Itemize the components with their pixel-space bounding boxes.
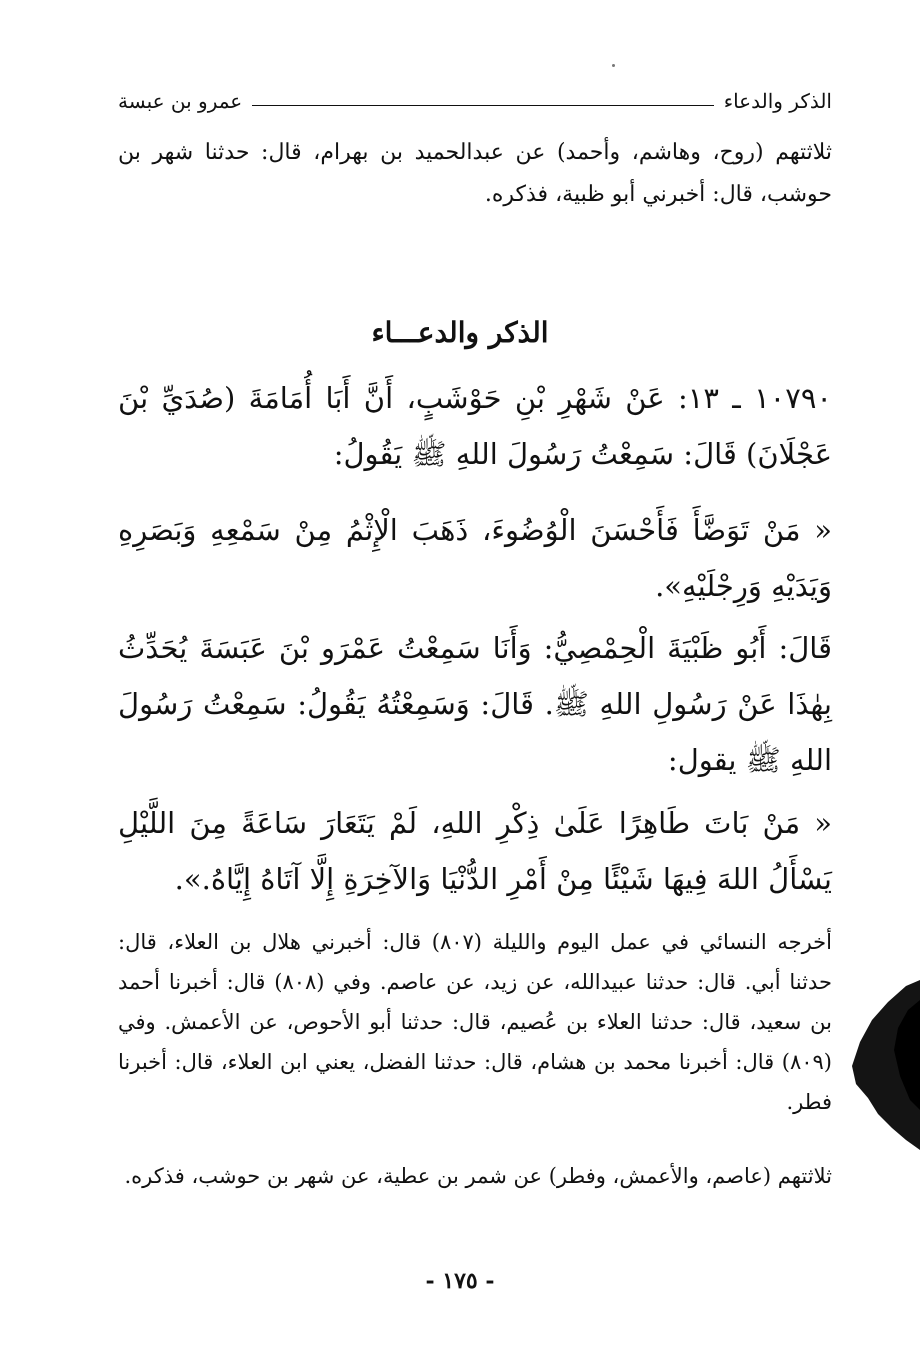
hadith-text-2: « مَنْ بَاتَ طَاهِرًا عَلَىٰ ذِكْرِ اللهِ، لَمْ يَتَعَارَ سَاعَةً مِنَ اللَّيْلِ يَسْأَلُ اللهَ فِيهَا شَيْئًا مِنْ أَمْرِ الدُّنْيَا وَالآخِرَةِ إِلَّا آتَاهُ إِيَّاهُ.».: [118, 806, 832, 896]
intro-paragraph: ثلاثتهم (روح، وهاشم، وأحمد) عن عبدالحميد بن بهرام، قال: حدثنا شهر بن حوشب، قال: أخبرني أبو ظبية، فذكره.: [118, 140, 832, 207]
header-chapter-title: الذكر والدعاء: [723, 89, 832, 113]
takhrij-paragraph-2: ثلاثتهم (عاصم، والأعمش، وفطر) عن شمر بن عطية، عن شهر بن حوشب، فذكره.: [124, 1164, 832, 1188]
section-title: الذكر والدعـــاء: [371, 316, 549, 349]
speck: [612, 64, 615, 67]
page-number: - ١٧٥ -: [425, 1268, 495, 1294]
hadith-isnad: ١٠٧٩٠ ـ ١٣: عَنْ شَهْرِ بْنِ حَوْشَبٍ، أَنَّ أَبَا أُمَامَةَ (صُدَيِّ بْنَ عَجْلَانَ) قَالَ: سَمِعْتُ رَسُولَ اللهِ ﷺ يَقُولُ:: [118, 381, 832, 471]
hadith-narration: قَالَ: أَبُو ظَبْيَةَ الْحِمْصِيُّ: وَأَنَا سَمِعْتُ عَمْرَو بْنَ عَبَسَةَ يُحَدِّثُ بِهٰذَا عَنْ رَسُولِ اللهِ ﷺ. قَالَ: وَسَمِعْتُهُ يَقُولُ: سَمِعْتُ رَسُولَ اللهِ ﷺ يقول:: [118, 631, 832, 777]
torn-edge-shadow: [848, 980, 920, 1160]
header-companion-name: عمرو بن عبسة: [118, 89, 243, 113]
hadith-text-1: « مَنْ تَوَضَّأَ فَأَحْسَنَ الْوُضُوءَ، ذَهَبَ الْإِثْمُ مِنْ سَمْعِهِ وَبَصَرِهِ وَيَدَيْهِ وَرِجْلَيْهِ».: [118, 513, 832, 603]
takhrij-paragraph-1: أخرجه النسائي في عمل اليوم والليلة (٨٠٧) قال: أخبرني هلال بن العلاء، قال: حدثنا أبي. قال: حدثنا عبيدالله، عن زيد، عن عاصم. وفي (٨٠٨) قال: أخبرنا أحمد بن سعيد، قال: حدثنا العلاء بن عُصيم، قال: حدثنا أبو الأحوص، عن الأعمش. وفي (٨٠٩) قال: أخبرنا محمد بن هشام، قال: حدثنا الفضل، يعني ابن العلاء، قال: أخبرنا فطر.: [118, 930, 832, 1114]
header-rule: [252, 105, 713, 106]
running-header: [118, 88, 832, 114]
